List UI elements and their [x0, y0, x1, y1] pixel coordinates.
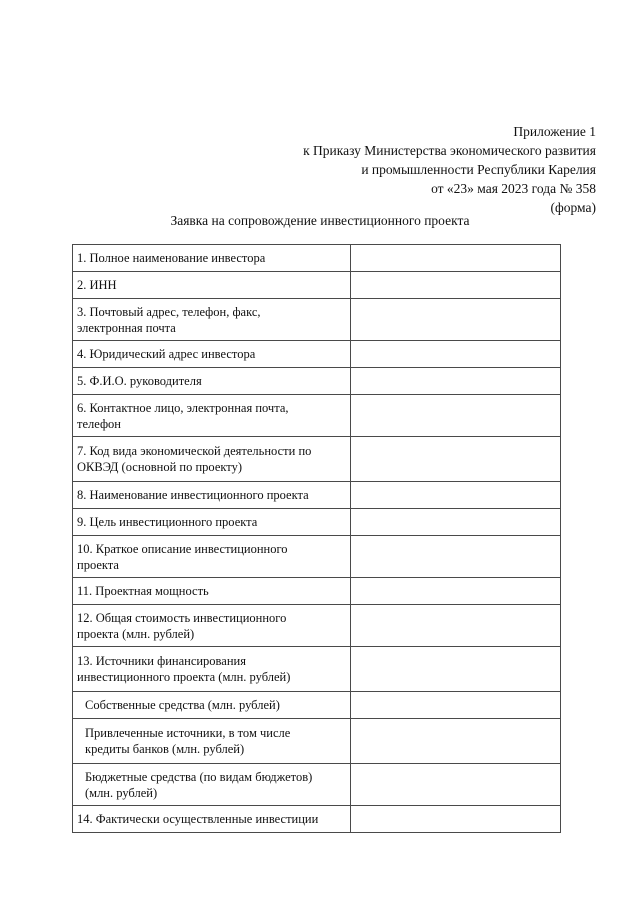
field-label-line: 12. Общая стоимость инвестиционного [77, 610, 287, 625]
form-row [73, 482, 561, 509]
field-label-line: инвестиционного проекта (млн. рублей) [77, 670, 291, 684]
form-row [73, 509, 561, 536]
field-value-cell[interactable] [351, 437, 561, 482]
field-value-cell[interactable] [351, 272, 561, 299]
form-label: (форма) [550, 200, 596, 215]
document-header [303, 122, 596, 217]
field-label-cell [73, 368, 351, 395]
field-label-line: 10. Краткое описание инвестиционного [77, 541, 288, 556]
field-label-line: телефон [77, 416, 121, 431]
field-label-cell [73, 482, 351, 509]
field-label-line: Собственные средства (млн. рублей) [85, 698, 280, 712]
field-value-cell[interactable] [351, 692, 561, 719]
field-value-cell[interactable] [351, 341, 561, 368]
field-value-cell[interactable] [351, 764, 561, 806]
field-label-cell [73, 437, 351, 482]
field-label-cell [73, 341, 351, 368]
form-row [73, 578, 561, 605]
field-value-cell[interactable] [351, 395, 561, 437]
field-label-line: 14. Фактически осуществленные инвестиции [77, 812, 319, 826]
field-label-cell [73, 299, 351, 341]
field-label-line: 13. Источники финансирования [77, 654, 246, 668]
field-label-line: проекта (млн. рублей) [77, 626, 195, 641]
form-row [73, 272, 561, 299]
field-label-line: 9. Цель инвестиционного проекта [77, 515, 258, 529]
field-value-cell[interactable] [351, 299, 561, 341]
appendix-label: Приложение 1 [513, 124, 596, 139]
field-label-line: 7. Код вида экономической деятельности по [77, 444, 312, 458]
ministry-region: и промышленности Республики Карелия [361, 162, 596, 177]
field-label-line: Бюджетные средства (по видам бюджетов) [85, 769, 313, 784]
form-row [73, 437, 561, 482]
form-row [73, 806, 561, 833]
field-label-cell [73, 692, 351, 719]
field-label-cell [73, 395, 351, 437]
form-row [73, 764, 561, 806]
field-label-line: ОКВЭД (основной по проекту) [77, 460, 242, 474]
field-label-line: кредиты банков (млн. рублей) [85, 742, 245, 756]
form-row [73, 719, 561, 764]
field-value-cell[interactable] [351, 647, 561, 692]
field-value-cell[interactable] [351, 578, 561, 605]
application-form-table [72, 244, 561, 833]
field-label-cell [73, 536, 351, 578]
field-label-line: 4. Юридический адрес инвестора [77, 347, 256, 361]
field-label-cell [73, 647, 351, 692]
field-label-line: 1. Полное наименование инвестора [77, 251, 266, 265]
field-label-line: 11. Проектная мощность [77, 584, 209, 598]
form-row [73, 299, 561, 341]
field-value-cell[interactable] [351, 368, 561, 395]
field-value-cell[interactable] [351, 509, 561, 536]
field-value-cell[interactable] [351, 806, 561, 833]
form-row [73, 341, 561, 368]
field-label-line: 3. Почтовый адрес, телефон, факс, [77, 304, 261, 319]
field-label-cell [73, 272, 351, 299]
field-label-cell [73, 605, 351, 647]
field-label-line: Привлеченные источники, в том числе [85, 726, 291, 740]
form-row [73, 368, 561, 395]
field-label-cell [73, 806, 351, 833]
field-label-line: проекта [77, 557, 119, 572]
form-row [73, 245, 561, 272]
field-label-cell [73, 578, 351, 605]
field-label-cell [73, 509, 351, 536]
field-label-line: 5. Ф.И.О. руководителя [77, 374, 202, 388]
field-value-cell[interactable] [351, 482, 561, 509]
field-label-line: 2. ИНН [77, 278, 117, 292]
form-row [73, 536, 561, 578]
field-value-cell[interactable] [351, 719, 561, 764]
field-value-cell[interactable] [351, 536, 561, 578]
form-row [73, 395, 561, 437]
field-label-cell [73, 764, 351, 806]
form-row [73, 605, 561, 647]
field-label-cell [73, 719, 351, 764]
order-date-number: от «23» мая 2023 года № 358 [431, 181, 596, 196]
field-label-line: 6. Контактное лицо, электронная почта, [77, 400, 289, 415]
form-row [73, 647, 561, 692]
document-title: Заявка на сопровождение инвестиционного проекта [170, 213, 470, 228]
field-label-line: электронная почта [77, 320, 176, 335]
field-label-line: (млн. рублей) [85, 785, 158, 800]
field-label-line: 8. Наименование инвестиционного проекта [77, 488, 309, 502]
form-row [73, 692, 561, 719]
field-label-cell [73, 245, 351, 272]
order-reference: к Приказу Министерства экономического развития [303, 143, 596, 158]
field-value-cell[interactable] [351, 245, 561, 272]
field-value-cell[interactable] [351, 605, 561, 647]
